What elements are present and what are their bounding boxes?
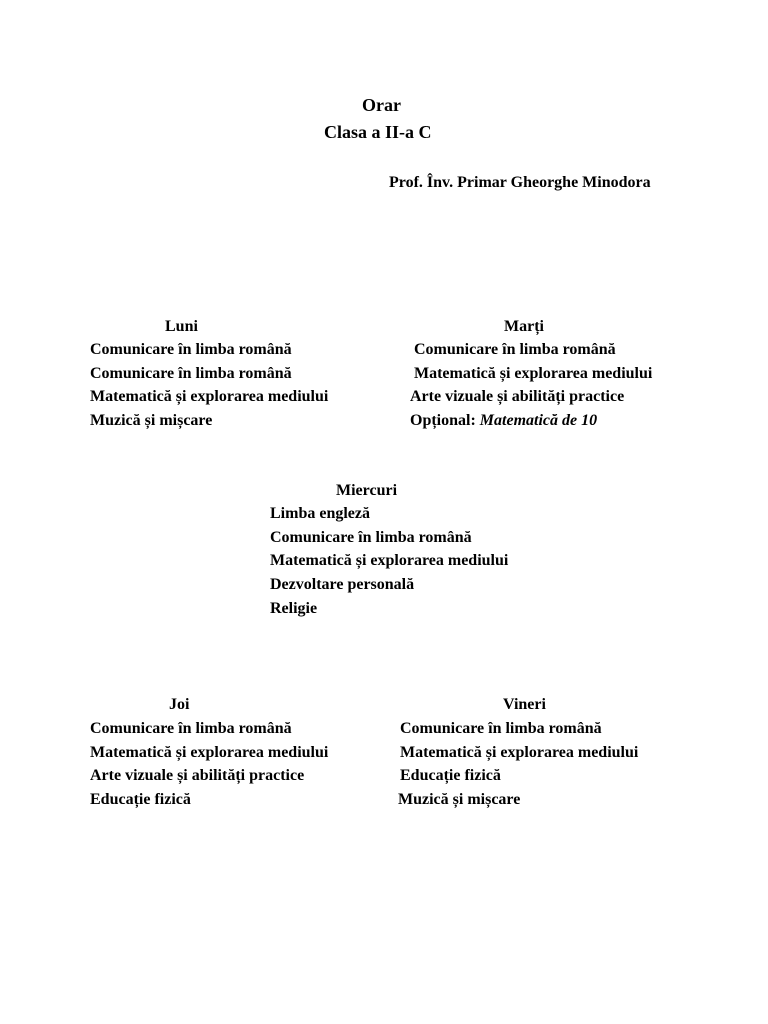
subject-item: Educație fizică	[400, 767, 501, 785]
subject-item: Muzică și mișcare	[90, 412, 213, 430]
optional-label: Opțional:	[410, 412, 476, 430]
day-heading-vineri: Vineri	[503, 696, 546, 713]
subject-item: Matematică și explorarea mediului	[90, 388, 329, 406]
optional-subject-item	[410, 409, 652, 433]
schedule-vineri	[400, 717, 638, 812]
class-name: Clasa a II-a C	[324, 122, 432, 142]
subject-item: Matematică și explorarea mediului	[270, 552, 509, 570]
subject-item: Comunicare în limba română	[414, 341, 616, 358]
day-heading-joi: Joi	[169, 696, 190, 713]
schedule-miercuri	[270, 502, 508, 620]
subject-item: Matematică și explorarea mediului	[400, 743, 639, 761]
schedule-marti	[410, 338, 652, 433]
subject-item: Educație fizică	[90, 791, 191, 809]
subject-item: Matematică și explorarea mediului	[414, 364, 653, 382]
teacher-name: Prof. Înv. Primar Gheorghe Minodora	[389, 174, 651, 191]
subject-item: Comunicare în limba română	[400, 720, 602, 737]
subject-item: Comunicare în limba română	[270, 528, 472, 546]
subject-item: Arte vizuale și abilități practice	[410, 388, 625, 406]
subject-item: Comunicare în limba română	[90, 720, 292, 737]
subject-item: Comunicare în limba română	[90, 364, 292, 382]
schedule-luni	[90, 338, 328, 433]
subject-item: Religie	[270, 599, 318, 617]
subject-item: Matematică și explorarea mediului	[90, 743, 329, 761]
subject-item: Arte vizuale și abilități practice	[90, 767, 305, 785]
subject-item: Comunicare în limba română	[90, 341, 292, 358]
subject-item: Muzică și mișcare	[398, 791, 521, 809]
subject-item: Limba engleză	[270, 505, 370, 522]
schedule-joi	[90, 717, 328, 812]
day-heading-miercuri: Miercuri	[336, 482, 398, 499]
day-heading-luni: Luni	[165, 318, 198, 335]
optional-course: Matematică de 10	[479, 412, 598, 430]
document-title: Orar	[362, 95, 401, 115]
subject-item: Dezvoltare personală	[270, 576, 415, 594]
day-heading-marti: Marți	[504, 318, 544, 335]
